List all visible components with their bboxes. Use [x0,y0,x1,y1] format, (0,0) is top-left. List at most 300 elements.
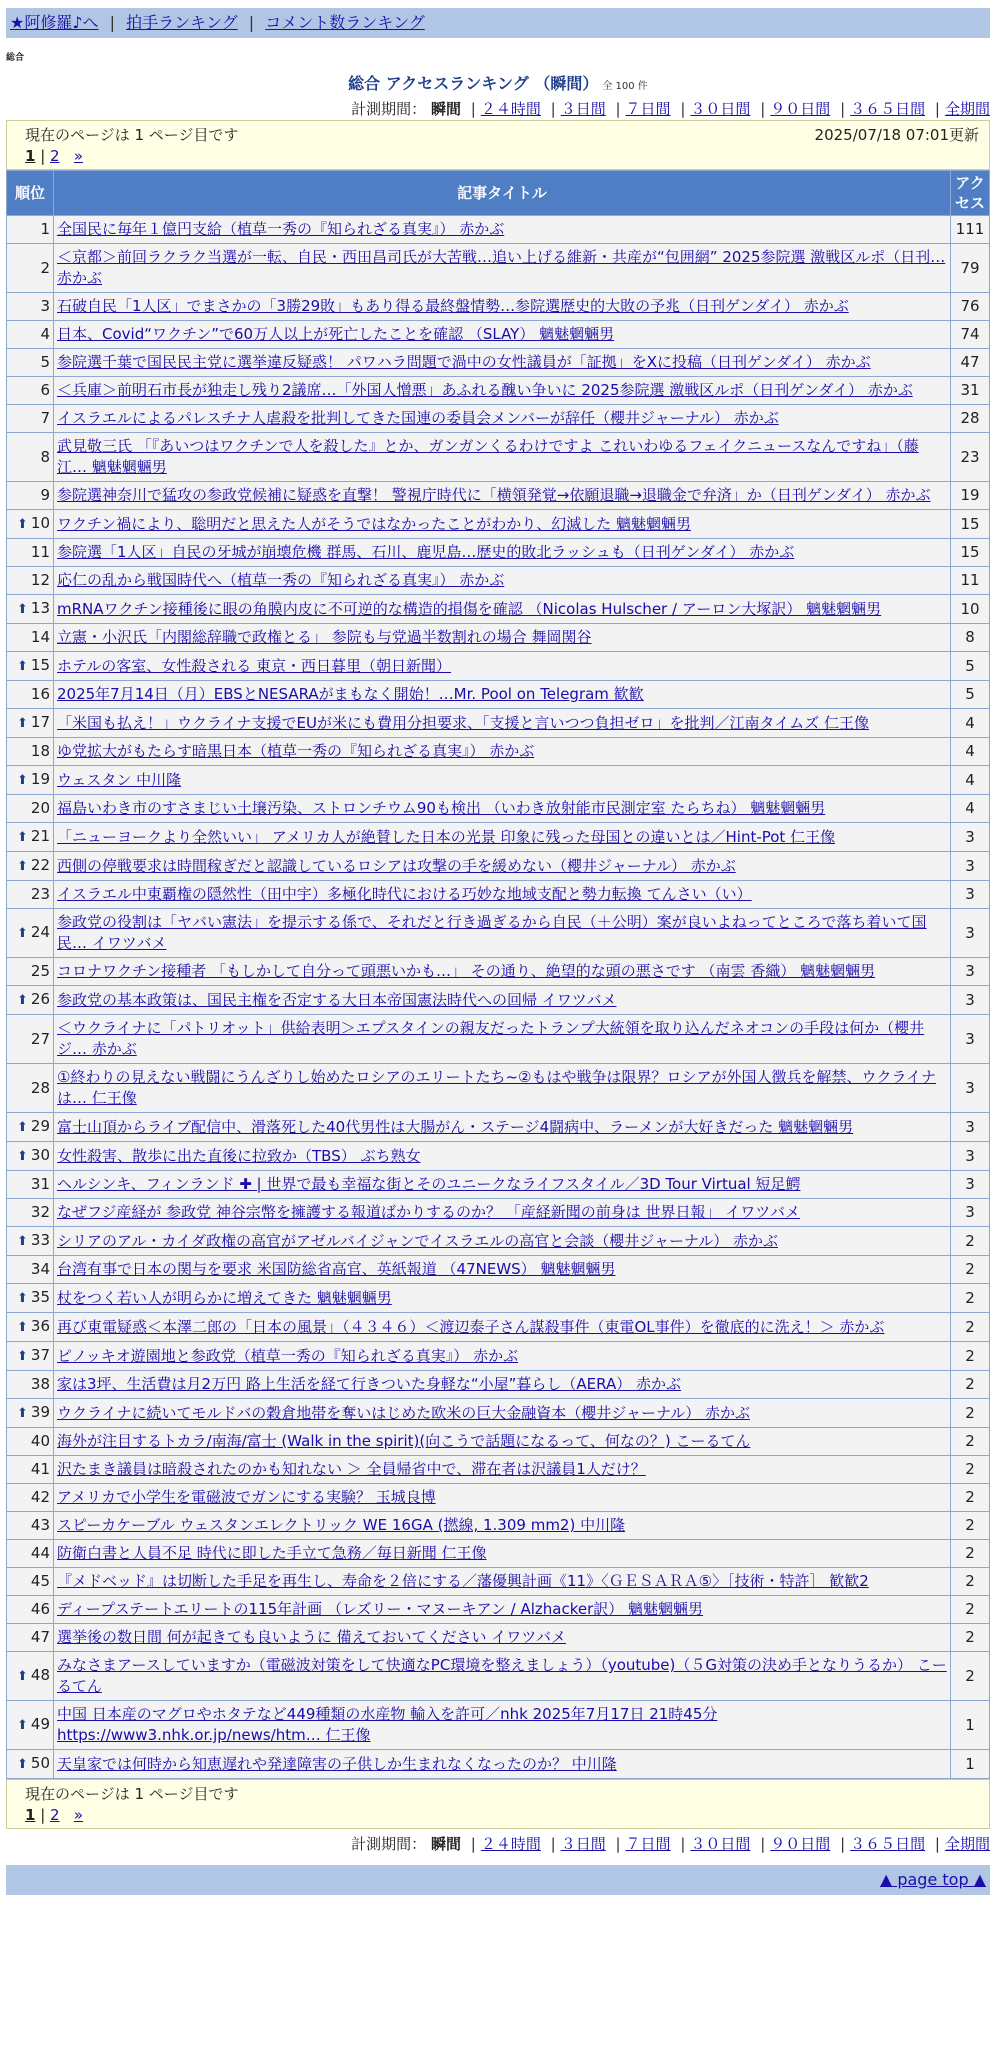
rank-cell [7,852,53,880]
rank-number: 42 [30,1488,50,1506]
rank-number: 22 [30,856,50,874]
rank-cell [7,1750,53,1778]
title-cell [54,1596,950,1623]
period-link-3d[interactable]: ３日間 [560,100,606,118]
table-row [7,652,989,680]
table-row [7,321,989,348]
up-arrow-icon: ⬆ [17,517,28,532]
rank-cell [7,652,53,680]
up-arrow-icon: ⬆ [17,1149,28,1164]
period-link-7d[interactable]: ７日間 [625,100,671,118]
article-title-link[interactable]: 「ニューヨークより全然いい」 アメリカ人が絶賛した日本の光景 印象に残った母国との違いとは／Hint-Pot 仁王像 [57,827,836,846]
title-cell [54,1064,950,1112]
article-title-link[interactable]: 応仁の乱から戦国時代へ（植草一秀の『知られざる真実』） 赤かぶ [57,571,505,589]
article-title-link[interactable]: 立憲・小沢氏「内閣総辞職で政権とる」 参院も与党過半数割れの場合 舞岡関谷 [57,628,592,646]
period-link-7d[interactable]: ７日間 [625,1835,671,1853]
access-count: 4 [951,738,989,765]
pagination-box-bottom [6,1779,990,1829]
table-row [7,958,989,985]
article-title-link[interactable]: 福島いわき市のすさまじい土壌汚染、ストロンチウム90も検出 （いわき放射能市民測定室 たらちね） 魑魅魍魎男 [57,799,826,817]
rank-number: 28 [30,1078,50,1097]
rank-number: 18 [30,742,50,760]
pager: 1 | 2 » [25,147,84,165]
page-top-link[interactable]: ▲ page top ▲ [879,1870,986,1889]
title-cell [54,1199,950,1226]
page-title: 総合 アクセスランキング （瞬間） [348,74,599,93]
rank-number: 13 [30,599,50,617]
rank-number: 45 [30,1572,50,1590]
table-row [7,216,989,243]
article-title-link[interactable]: 日本、Covid“ワクチン”で60万人以上が死亡したことを確認 （SLAY） 魑魅魍魎男 [57,325,615,343]
access-count: 1 [951,1701,989,1749]
article-title-link[interactable]: 沢たまき議員は暗殺されたのかも知れない ＞ 全員帰省中で、滞在者は沢議員1人だけ？ [57,1460,646,1478]
page-1-current: 1 [25,147,36,165]
rank-number: 11 [30,543,50,561]
title-cell [54,1512,950,1539]
table-row [7,1064,989,1112]
period-link-all[interactable]: 全期間 [944,100,990,118]
access-count: 3 [951,1171,989,1198]
rank-cell [7,244,53,292]
access-count: 2 [951,1456,989,1483]
title-cell [54,1540,950,1567]
article-title-link[interactable]: ピノッキオ遊園地と参政党（植草一秀の『知られざる真実』） 赤かぶ [57,1346,519,1365]
rank-number: 41 [30,1460,50,1478]
article-title-link[interactable]: 防衛白書と人員不足 時代に即した手立て急務／毎日新聞 仁王像 [57,1544,487,1562]
title-cell [54,881,950,908]
access-count: 3 [951,909,989,957]
period-label: 計測期間： [351,1835,427,1853]
page-2-link[interactable]: 2 [50,1806,60,1824]
rank-number: 32 [30,1203,50,1221]
rank-cell [7,321,53,348]
up-arrow-icon: ⬆ [17,993,28,1008]
title-cell [54,293,950,320]
access-count: 4 [951,766,989,794]
article-title-link[interactable]: 参院選「1人区」自民の牙城が崩壊危機 群馬、石川、鹿児島…歴史的敗北ラッシュも（日刊ゲンダイ） 赤かぶ [57,543,795,561]
table-row [7,986,989,1014]
rank-cell [7,595,53,623]
title-cell [54,624,950,651]
access-count: 4 [951,795,989,822]
table-row [7,624,989,651]
article-title-link[interactable]: 『メドベッド』は切断した手足を再生し、寿命を２倍にする／藩優興計画《11》〈ＧＥＳＡＲＡ⑤〉［技術・特許］ 歓歓2 [57,1572,869,1590]
access-count: 2 [951,1652,989,1700]
table-row [7,681,989,708]
period-link-all[interactable]: 全期間 [944,1835,990,1853]
title-cell [54,681,950,708]
rank-number: 29 [30,1117,50,1135]
applause-ranking-link[interactable]: 拍手ランキング [126,13,238,32]
access-count: 31 [951,377,989,404]
access-count: 3 [951,1199,989,1226]
article-title-link[interactable]: 杖をつく若い人が明らかに増えてきた 魑魅魍魎男 [57,1288,392,1307]
article-title-link[interactable]: スピーカケーブル ウェスタンエレクトリック WE 16GA (撚線, 1.309 mm2) 中川隆 [57,1516,626,1534]
table-row [7,539,989,566]
table-row [7,1540,989,1567]
next-page-link[interactable]: » [73,1806,84,1824]
article-title-link[interactable]: 参院選神奈川で猛攻の参政党候補に疑惑を直撃！ 警視庁時代に「横領発覚→依願退職→退職金で弁済」か（日刊ゲンダイ） 赤かぶ [57,486,931,504]
rank-number: 27 [30,1029,50,1048]
article-title-link[interactable]: ウェスタン 中川隆 [57,770,182,789]
updated-timestamp: 2025/07/18 07:01更新 [814,126,979,144]
table-row [7,795,989,822]
access-count: 2 [951,1484,989,1511]
period-link-90d[interactable]: ９０日間 [770,100,831,118]
rank-number: 47 [30,1628,50,1646]
article-title-link[interactable]: 全国民に毎年１億円支給（植草一秀の『知られざる真実』） 赤かぶ [57,220,505,238]
title-cell [54,321,950,348]
article-title-link[interactable]: 参政党の基本政策は、国民主権を否定する大日本帝国憲法時代への回帰 イワツバメ [57,990,617,1009]
article-title-link[interactable]: ①終わりの見えない戦闘にうんざりし始めたロシアのエリートたち~②もはや戦争は限界？ロシアが外国人徴兵を解禁、ウクライナは… 仁王像 [57,1068,937,1107]
period-link-365d[interactable]: ３６５日間 [850,1835,926,1853]
rank-cell [7,510,53,538]
pager: 1 | 2 » [25,1806,84,1824]
access-count: 3 [951,1142,989,1170]
article-title-link[interactable]: ヘルシンキ、フィンランド ✚ | 世界で最も幸福な街とそのユニークなライフスタイル／3D Tour Virtual 短足鰐 [57,1175,801,1193]
title-cell [54,1227,950,1255]
rank-number: 15 [30,656,50,674]
article-title-link[interactable]: ＜京都＞前回ラクラク当選が一転、自民・西田昌司氏が大苦戦…追い上げる維新・共産が“包囲網” 2025参院選 激戦区ルポ（日刊… 赤かぶ [57,248,946,287]
title-cell [54,349,950,376]
rank-number: 50 [30,1754,50,1772]
rank-cell [7,1256,53,1283]
access-count: 15 [951,510,989,538]
period-label: 計測期間： [351,100,427,118]
article-title-link[interactable]: 参院選千葉で国民民主党に選挙違反疑惑！ パワハラ問題で渦中の女性議員が「証拠」をXに投稿（日刊ゲンダイ） 赤かぶ [57,353,871,371]
title-cell [54,567,950,594]
title-cell [54,1484,950,1511]
rank-number: 1 [40,220,50,238]
period-link-30d[interactable]: ３０日間 [690,100,751,118]
rank-number: 7 [40,409,50,427]
rank-cell [7,377,53,404]
title-cell [54,652,950,680]
up-arrow-icon: ⬆ [17,659,28,674]
title-cell [54,852,950,880]
pagination-box-top [6,120,990,170]
article-title-link[interactable]: 西側の停戦要求は時間稼ぎだと認識しているロシアは攻撃の手を緩めない（櫻井ジャーナル） 赤かぶ [57,856,736,875]
table-row [7,1624,989,1651]
rank-number: 36 [30,1317,50,1335]
access-count: 3 [951,881,989,908]
article-title-link[interactable]: ＜兵庫＞前明石市長が独走し残り2議席…「外国人憎悪」あふれる醜い争いに 2025参院選 激戦区ルポ（日刊ゲンダイ） 赤かぶ [57,381,913,399]
rank-cell [7,1456,53,1483]
item-count: 全 100 件 [602,81,648,92]
rank-cell [7,1596,53,1623]
table-row [7,1227,989,1255]
article-title-link[interactable]: mRNAワクチン接種後に眼の角膜内皮に不可逆的な構造的損傷を確認 （Nicolas Hulscher / アーロン大塚訳） 魑魅魍魎男 [57,599,882,618]
title-cell [54,216,950,243]
article-title-link[interactable]: ゆ党拡大がもたらす暗黒日本（植草一秀の『知られざる真実』） 赤かぶ [57,742,535,760]
article-title-link[interactable]: ホテルの客室、女性殺される 東京・西日暮里（朝日新聞） [57,656,452,675]
table-row [7,738,989,765]
article-title-link[interactable]: 石破自民「1人区」でまさかの「3勝29敗」もあり得る最終盤情勢…参院選歴史的大敗の予兆（日刊ゲンダイ） 赤かぶ [57,297,849,315]
rank-cell [7,216,53,243]
article-title-link[interactable]: みなさまアースしていますか（電磁波対策をして快適なPC環境を整えましょう）（youtube)（５G対策の決め手となりうるか） こーるてん [57,1656,947,1695]
access-count: 2 [951,1284,989,1312]
rank-number: 26 [30,990,50,1008]
table-row [7,1256,989,1283]
separator: | [248,13,255,32]
ranking-title-row [6,71,990,94]
rank-cell [7,881,53,908]
access-count: 2 [951,1313,989,1341]
period-link-24h[interactable]: ２４時間 [480,100,541,118]
current-page-text: 現在のページは 1 ページ目です [25,126,239,144]
period-link-24h[interactable]: ２４時間 [480,1835,541,1853]
table-row [7,1199,989,1226]
rank-number: 4 [40,325,50,343]
up-arrow-icon: ⬆ [17,716,28,731]
table-row [7,293,989,320]
table-row [7,510,989,538]
rank-number: 37 [30,1346,50,1364]
article-title-link[interactable]: 「米国も払え！」ウクライナ支援でEUが米にも費用分担要求、「支援と言いつつ負担ゼロ」を批判／江南タイムズ 仁王像 [57,713,869,732]
home-link[interactable]: ★阿修羅♪へ [10,13,99,32]
title-cell [54,986,950,1014]
rank-number: 33 [30,1231,50,1249]
table-row [7,1142,989,1170]
access-count: 47 [951,349,989,376]
rank-cell [7,738,53,765]
bottom-bar [6,1865,990,1895]
access-count: 2 [951,1596,989,1623]
access-count: 28 [951,405,989,432]
rank-cell [7,1371,53,1398]
article-title-link[interactable]: ウクライナに続いてモルドバの穀倉地帯を奪いはじめた欧米の巨大金融資本（櫻井ジャーナル） 赤かぶ [57,1403,750,1422]
title-cell [54,539,950,566]
title-cell [54,1256,950,1283]
title-cell [54,1342,950,1370]
page-1-current: 1 [25,1806,36,1824]
table-row [7,1568,989,1595]
article-title-link[interactable]: 武見敬三氏 「『あいつはワクチンで人を殺した』とか、ガンガンくるわけですよ これいわゆるフェイクニュースなんですね」（藤江… 魑魅魍魎男 [57,437,919,476]
up-arrow-icon: ⬆ [17,1120,28,1135]
table-row [7,349,989,376]
comment-ranking-link[interactable]: コメント数ランキング [265,13,425,32]
article-title-link[interactable]: ワクチン禍により、聡明だと思えた人がそうではなかったことがわかり、幻滅した 魑魅魍魎男 [57,514,692,533]
table-row [7,1284,989,1312]
access-count: 2 [951,1428,989,1455]
title-cell [54,1701,950,1749]
table-row [7,852,989,880]
rank-number: 21 [30,827,50,845]
title-cell [54,1371,950,1398]
rank-cell [7,433,53,481]
title-cell [54,482,950,509]
table-row [7,909,989,957]
up-arrow-icon: ⬆ [17,830,28,845]
section-label: 総合 [6,53,25,63]
up-arrow-icon: ⬆ [17,1234,28,1249]
rank-cell [7,482,53,509]
access-count: 2 [951,1342,989,1370]
rank-cell [7,1064,53,1112]
article-title-link[interactable]: ディープステートエリートの115年計画 （レズリー・マヌーキアン / Alzhacker訳） 魑魅魍魎男 [57,1600,704,1618]
title-cell [54,377,950,404]
article-title-link[interactable]: 中国 日本産のマグロやホタテなど449種類の水産物 輸入を許可／nhk 2025年7月17日 21時45分 https://www3.nhk.or.jp/news/htm… 仁王像 [57,1705,718,1744]
rank-number: 43 [30,1516,50,1534]
article-title-link[interactable]: 台湾有事で日本の関与を要求 米国防総省高官、英紙報道 （47NEWS） 魑魅魍魎男 [57,1260,616,1278]
rank-cell [7,1652,53,1700]
article-title-link[interactable]: 天皇家では何時から知恵遅れや発達障害の子供しか生まれなくなったのか？ 中川隆 [57,1754,617,1773]
header-rank: 順位 [7,171,53,215]
rank-cell [7,1199,53,1226]
up-arrow-icon: ⬆ [17,773,28,788]
table-row [7,1399,989,1427]
access-count: 3 [951,986,989,1014]
rank-cell [7,1568,53,1595]
rank-cell [7,795,53,822]
article-title-link[interactable]: 選挙後の数日間 何が起きても良いように 備えておいてください イワツバメ [57,1628,567,1646]
article-title-link[interactable]: 富士山頂からライブ配信中、滑落死した40代男性は大腸がん・ステージ4闘病中、ラーメンが大好きだった 魑魅魍魎男 [57,1117,854,1136]
table-row [7,1371,989,1398]
rank-number: 20 [30,799,50,817]
next-page-link[interactable]: » [73,147,84,165]
rank-cell [7,1484,53,1511]
article-title-link[interactable]: ＜ウクライナに「パトリオット」供給表明＞エプスタインの親友だったトランプ大統領を取り込んだネオコンの手段は何か（櫻井ジ… 赤かぶ [57,1019,925,1058]
table-row [7,1596,989,1623]
page [6,0,990,1895]
access-count: 3 [951,1015,989,1063]
table-row [7,405,989,432]
rank-number: 12 [30,571,50,589]
up-arrow-icon: ⬆ [17,1320,28,1335]
title-cell [54,433,950,481]
rank-cell [7,1342,53,1370]
title-cell [54,1284,950,1312]
article-title-link[interactable]: イスラエルによるパレスチナ人虐殺を批判してきた国連の委員会メンバーが辞任（櫻井ジャーナル） 赤かぶ [57,409,779,427]
title-cell [54,1624,950,1651]
article-title-link[interactable]: 家は3坪、生活費は月2万円 路上生活を経て行きついた身軽な“小屋”暮らし（AERA） 赤かぶ [57,1375,681,1393]
period-link-90d[interactable]: ９０日間 [770,1835,831,1853]
rank-number: 10 [30,514,50,532]
rank-cell [7,1540,53,1567]
table-row [7,1652,989,1700]
access-count: 3 [951,958,989,985]
title-cell [54,958,950,985]
access-count: 76 [951,293,989,320]
table-row [7,1313,989,1341]
rank-number: 3 [40,297,50,315]
rank-number: 44 [30,1544,50,1562]
rank-number: 38 [30,1375,50,1393]
title-cell [54,1313,950,1341]
title-cell [54,1113,950,1141]
table-row [7,709,989,737]
rank-number: 9 [40,486,50,504]
rank-cell [7,539,53,566]
up-arrow-icon: ⬆ [17,1669,28,1684]
access-count: 111 [951,216,989,243]
period-link-365d[interactable]: ３６５日間 [850,100,926,118]
table-row [7,1484,989,1511]
article-title-link[interactable]: なぜフジ産経が 参政党 神谷宗幣を擁護する報道ばかりするのか？ 「産経新聞の前身は 世界日報」 イワツバメ [57,1203,800,1221]
table-row [7,433,989,481]
table-row [7,1171,989,1198]
access-count: 3 [951,823,989,851]
article-title-link[interactable]: 参政党の役割は「ヤバい憲法」を提示する係で、それだと行き過ぎるから自民（＋公明）案が良いよねってところで落ち着いて国民… イワツバメ [57,913,927,952]
article-title-link[interactable]: イスラエル中東覇権の隠然性（田中宇）多極化時代における巧妙な地域支配と勢力転換 てんさい（い） [57,885,752,903]
current-page-text: 現在のページは 1 ページ目です [25,1785,239,1803]
rank-number: 49 [30,1715,50,1733]
title-cell [54,909,950,957]
table-row [7,1342,989,1370]
rank-number: 23 [30,885,50,903]
rank-cell [7,1701,53,1749]
rank-number: 16 [30,685,50,703]
rank-number: 39 [30,1403,50,1421]
up-arrow-icon: ⬆ [17,1291,28,1306]
rank-cell [7,1512,53,1539]
access-count: 15 [951,539,989,566]
title-cell [54,709,950,737]
rank-cell [7,1142,53,1170]
rank-cell [7,1624,53,1651]
title-cell [54,1568,950,1595]
title-cell [54,1428,950,1455]
rank-cell [7,1015,53,1063]
access-count: 3 [951,852,989,880]
article-title-link[interactable]: コロナワクチン接種者 「もしかして自分って頭悪いかも…」 その通り、絶望的な頭の悪さです （南雲 香織） 魑魅魍魎男 [57,962,876,980]
rank-number: 5 [40,353,50,371]
access-count: 19 [951,482,989,509]
title-cell [54,1652,950,1700]
access-count: 2 [951,1568,989,1595]
article-title-link[interactable]: 女性殺害、散歩に出た直後に拉致か（TBS） ぶち熟女 [57,1146,421,1165]
access-count: 79 [951,244,989,292]
rank-number: 35 [30,1288,50,1306]
rank-cell [7,293,53,320]
rank-number: 19 [30,770,50,788]
up-arrow-icon: ⬆ [17,1718,28,1733]
table-row [7,1750,989,1778]
header-title: 記事タイトル [54,171,950,215]
article-title-link[interactable]: 再び東電疑惑＜本澤二郎の「日本の風景」（４３４６）＜渡辺泰子さん謀殺事件（東電OL事件）を徹底的に洗え！＞ 赤かぶ [57,1317,885,1336]
article-title-link[interactable]: 2025年7月14日（月）EBSとNESARAがまもなく開始！…Mr. Pool on Telegram 歓歓 [57,685,644,703]
rank-cell [7,958,53,985]
rank-cell [7,1284,53,1312]
article-title-link[interactable]: シリアのアル・カイダ政権の高官がアゼルバイジャンでイスラエルの高官と会談（櫻井ジャーナル） 赤かぶ [57,1231,779,1250]
rank-cell [7,624,53,651]
table-row [7,766,989,794]
rank-cell [7,1399,53,1427]
table-row [7,567,989,594]
page-2-link[interactable]: 2 [50,147,60,165]
up-arrow-icon: ⬆ [17,926,28,941]
title-cell [54,738,950,765]
rank-cell [7,1428,53,1455]
access-count: 11 [951,567,989,594]
table-row [7,377,989,404]
rank-cell [7,1313,53,1341]
table-row [7,1113,989,1141]
article-title-link[interactable]: 海外が注目するトカラ/南海/富士 (Walk in the spirit)(向こうで話題になるって、何なの？) こーるてん [57,1432,751,1450]
access-count: 5 [951,681,989,708]
article-title-link[interactable]: アメリカで小学生を電磁波でガンにする実験？ 玉城良博 [57,1488,436,1506]
rank-number: 2 [40,258,50,277]
title-cell [54,766,950,794]
access-count: 8 [951,624,989,651]
access-count: 2 [951,1256,989,1283]
period-link-30d[interactable]: ３０日間 [690,1835,751,1853]
period-current: 瞬間 [430,1835,461,1853]
table-row [7,482,989,509]
title-cell [54,1171,950,1198]
period-link-3d[interactable]: ３日間 [560,1835,606,1853]
rank-number: 14 [30,628,50,646]
